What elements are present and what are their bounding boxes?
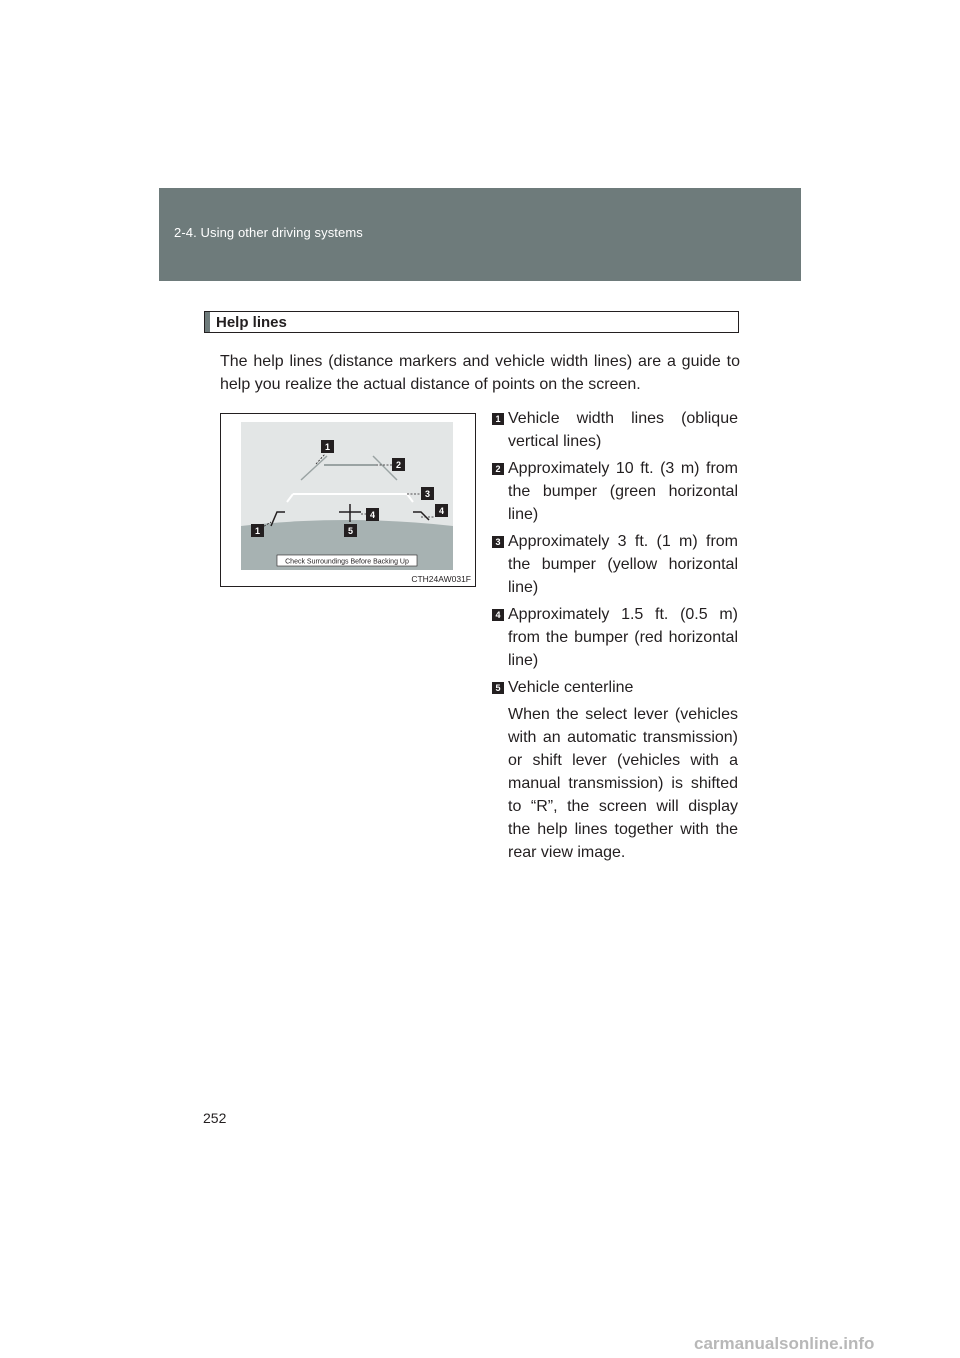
- legend-list: [492, 407, 738, 864]
- item-text: Approximately 10 ft. (3 m) from the bumper (green horizontal line): [508, 460, 738, 523]
- callout-5: [344, 524, 357, 537]
- callout-1-bottom: [251, 524, 264, 537]
- item-number: 2: [492, 463, 504, 475]
- list-item: [492, 407, 738, 453]
- svg-text:2: 2: [395, 460, 402, 470]
- rear-view-screen-illustration: [221, 414, 475, 586]
- svg-text:1: 1: [324, 442, 331, 452]
- note-paragraph: When the select lever (vehicles with an automatic transmission) or shift lever (vehicles with a manual transmission) is shifted to “R”, the screen will display the help lines together with the rear view image.: [508, 706, 738, 861]
- list-item: [492, 676, 738, 699]
- svg-text:5: 5: [347, 526, 354, 536]
- item-text: Vehicle centerline: [508, 679, 634, 696]
- list-item: [492, 457, 738, 526]
- item-number: 1: [492, 413, 504, 425]
- item-number: 4: [492, 609, 504, 621]
- item-text: Approximately 1.5 ft. (0.5 m) from the bumper (red horizontal line): [508, 606, 738, 669]
- item-text: Approximately 3 ft. (1 m) from the bumper (yellow horizontal line): [508, 533, 738, 596]
- list-item: [492, 603, 738, 672]
- intro-paragraph: The help lines (distance markers and vehicle width lines) are a guide to help you realize the actual distance of points on the screen.: [220, 353, 740, 393]
- watermark: carmanualsonline.info: [694, 1334, 875, 1353]
- item-text: Vehicle width lines (oblique vertical lines): [508, 410, 738, 450]
- list-item: [492, 530, 738, 599]
- item-number: 3: [492, 536, 504, 548]
- callout-1-top: [321, 440, 334, 453]
- help-lines-figure: [220, 413, 476, 587]
- callout-4-right: [435, 504, 448, 517]
- screen-caption: Check Surroundings Before Backing Up: [285, 558, 409, 566]
- svg-text:4: 4: [369, 510, 376, 520]
- page-number: 252: [203, 1110, 227, 1126]
- callout-3: [421, 487, 434, 500]
- section-title: Help lines: [216, 314, 287, 331]
- callout-2: [392, 458, 405, 471]
- svg-text:4: 4: [438, 506, 445, 516]
- figure-code: CTH24AW031F: [411, 574, 471, 584]
- callout-4-center: [366, 508, 379, 521]
- item-number: 5: [492, 682, 504, 694]
- section-title-marker: [205, 312, 210, 332]
- section-header: 2-4. Using other driving systems: [174, 225, 363, 240]
- svg-text:3: 3: [424, 489, 431, 499]
- svg-text:1: 1: [254, 526, 261, 536]
- section-title-box: [204, 311, 739, 333]
